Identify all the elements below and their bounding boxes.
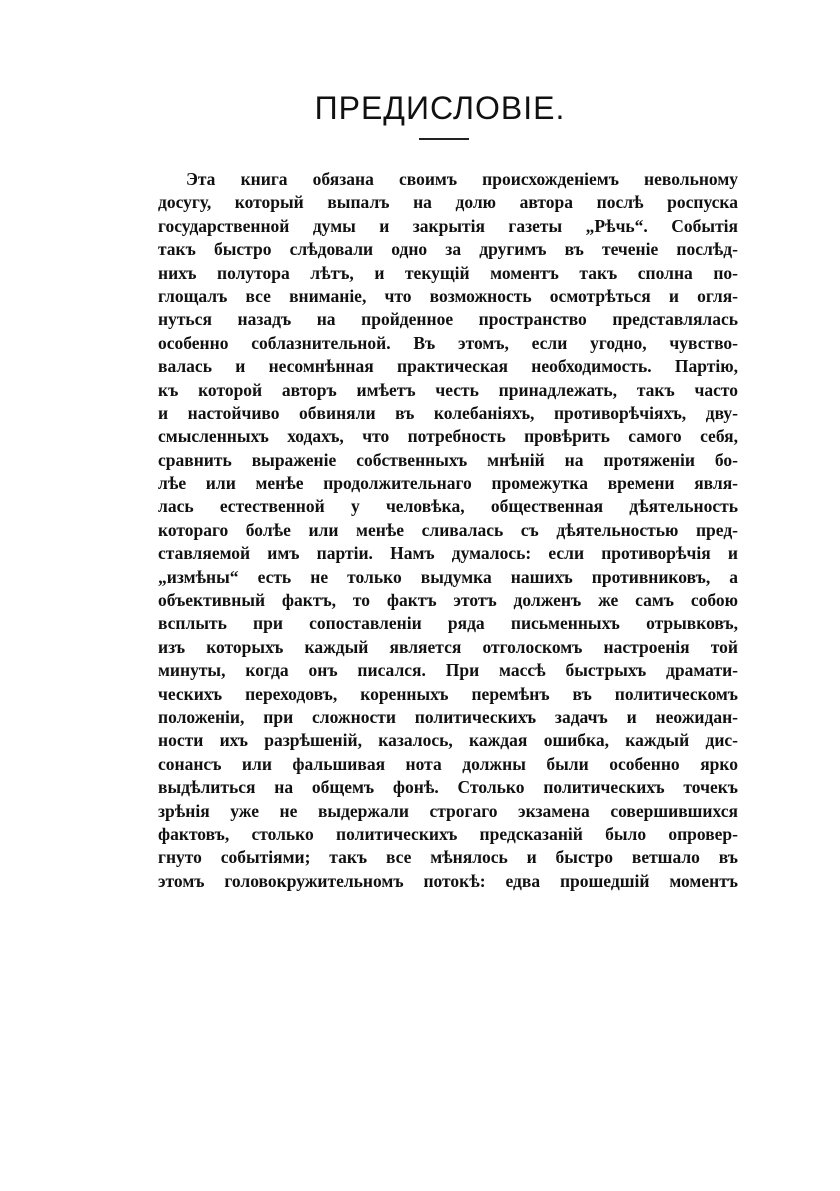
text-line: сонансъ или фальшивая нота должны были особенно ярко	[158, 753, 738, 774]
text-line: минуты, когда онъ писался. При массѣ быстрыхъ драмати-	[158, 660, 738, 681]
text-line: и настойчиво обвиняли въ колебаніяхъ, противорѣчіяхъ, дву-	[158, 402, 738, 423]
text-line: ческихъ переходовъ, коренныхъ перемѣнъ въ политическомъ	[158, 683, 738, 704]
text-line: такъ быстро слѣдовали одно за другимъ въ теченіе послѣд-	[158, 239, 738, 260]
preface-body	[158, 168, 738, 893]
text-line: нихъ полутора лѣтъ, и текущій моментъ такъ сполна по-	[158, 262, 738, 283]
text-line: положеніи, при сложности политическихъ задачъ и неожидан-	[158, 706, 738, 727]
text-line: котораго болѣе или менѣе сливалась съ дѣятельностью пред-	[158, 519, 738, 540]
text-line: всплыть при сопоставленіи ряда письменныхъ отрывковъ,	[158, 613, 738, 634]
text-line: фактовъ, столько политическихъ предсказаній было опровер-	[158, 823, 738, 844]
text-line: Эта книга обязана своимъ происхожденіемъ невольному	[186, 169, 738, 189]
text-line: зрѣнія уже не выдержали строгаго экзамена совершившихся	[158, 800, 738, 821]
title-divider	[419, 138, 469, 140]
text-line: особенно соблазнительной. Въ этомъ, если угодно, чувство-	[158, 332, 738, 353]
text-line: „измѣны“ есть не только выдумка нашихъ противниковъ, а	[158, 566, 738, 587]
text-line: ности ихъ разрѣшеній, казалось, каждая ошибка, каждый дис-	[158, 730, 738, 751]
text-line: этомъ головокружительномъ потокѣ: едва прошедшій моментъ	[158, 870, 738, 891]
page-title: ПРЕДИСЛОВІЕ.	[314, 90, 566, 126]
text-line: государственной думы и закрытія газеты „Рѣчь“. Событія	[158, 215, 738, 236]
text-line: ставляемой имъ партіи. Намъ думалось: если противорѣчія и	[158, 543, 738, 564]
text-line: валась и несомнѣнная практическая необходимость. Партію,	[158, 356, 738, 377]
text-line: гнуто событіями; такъ все мѣнялось и быстро ветшало въ	[158, 847, 738, 868]
text-line: объективный фактъ, то фактъ этотъ долженъ же самъ собою	[158, 590, 738, 611]
text-line: выдѣлиться на общемъ фонѣ. Столько политическихъ точекъ	[158, 777, 738, 798]
text-line: сравнить выраженіе собственныхъ мнѣній на протяженіи бо-	[158, 449, 738, 470]
text-line: глощалъ все вниманіе, что возможность осмотрѣться и огля-	[158, 285, 738, 306]
text-line: досугу, который выпалъ на долю автора послѣ роспуска	[158, 192, 738, 213]
text-line: смысленныхъ ходахъ, что потребность провѣрить самого себя,	[158, 426, 738, 447]
text-line: къ которой авторъ имѣетъ честь принадлежать, такъ часто	[158, 379, 738, 400]
text-line: изъ которыхъ каждый является отголоскомъ настроенія той	[158, 636, 738, 657]
text-line: лѣе или менѣе продолжительнаго промежутка времени явля-	[158, 473, 738, 494]
text-line: лась естественной у человѣка, общественная дѣятельность	[158, 496, 738, 517]
text-line: нуться назадъ на пройденное пространство представлялась	[158, 309, 738, 330]
